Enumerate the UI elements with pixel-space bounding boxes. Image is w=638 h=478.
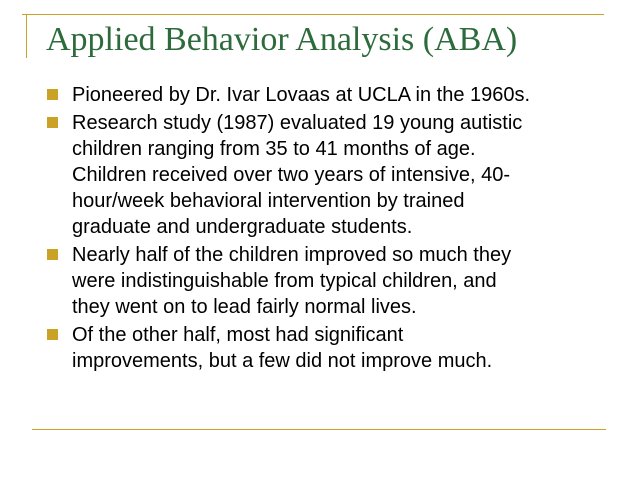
bullet-item (44, 322, 624, 374)
square-bullet-icon (47, 117, 58, 128)
bullet-line: Nearly half of the children improved so much they (72, 244, 512, 266)
bullet-item (44, 242, 624, 320)
bullet-line: improvements, but a few did not improve much. (72, 350, 493, 372)
slide-title: Applied Behavior Analysis (ABA) (46, 21, 518, 58)
bullet-line: children ranging from 35 to 41 months of age. (72, 138, 476, 160)
square-bullet-icon (47, 249, 58, 260)
square-bullet-icon (47, 89, 58, 100)
square-bullet-icon (47, 329, 58, 340)
bullet-item (44, 110, 624, 240)
bottom-divider (32, 429, 606, 430)
bullet-line: graduate and undergraduate students. (72, 216, 413, 238)
bullet-line: hour/week behavioral intervention by trained (72, 190, 465, 212)
top-divider (22, 14, 604, 15)
bullet-line: Of the other half, most had significant (72, 324, 404, 346)
bullet-line: they went on to lead fairly normal lives. (72, 296, 417, 318)
left-divider (26, 14, 27, 58)
bullet-line: were indistinguishable from typical children, and (72, 270, 497, 292)
bullet-list (44, 82, 624, 376)
bullet-line: Children received over two years of intensive, 40- (72, 164, 510, 186)
bullet-line: Research study (1987) evaluated 19 young autistic (72, 112, 523, 134)
bullet-line: Pioneered by Dr. Ivar Lovaas at UCLA in the 1960s. (72, 84, 531, 106)
bullet-item (44, 82, 624, 108)
